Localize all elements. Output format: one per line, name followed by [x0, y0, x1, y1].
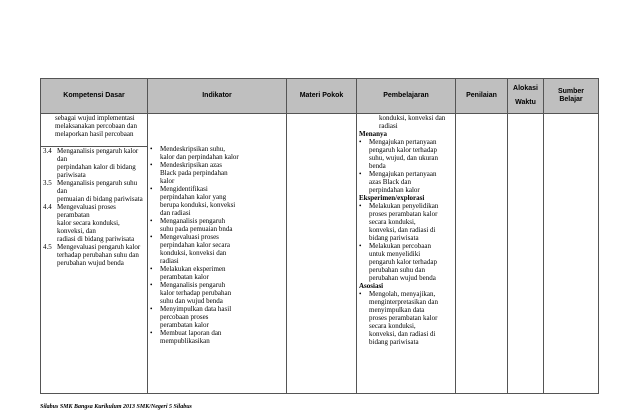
bullet-item	[150, 281, 284, 305]
bullet-text	[160, 233, 230, 265]
text-line: Mengevaluasi proses perambatan	[57, 203, 116, 219]
text-line: suhu, wujud, dan ukuran	[369, 154, 439, 162]
text-line: dan radiasi	[160, 209, 191, 217]
bullet-item	[150, 161, 284, 185]
bullet-icon: •	[359, 290, 362, 298]
text-line: menginterpretasikan dan	[369, 298, 439, 306]
kd-text	[57, 179, 145, 203]
text-line: secara konduksi,	[369, 322, 416, 330]
text-line: Mendeskripsikan suhu,	[160, 145, 225, 153]
bullet-item	[359, 290, 453, 346]
text-line: melaporkan hasil percobaan	[55, 130, 134, 138]
kd-list	[43, 147, 145, 267]
kd-number: 4.4	[43, 203, 52, 211]
text-line: terhadap perubahan suhu dan	[57, 251, 139, 259]
indikator-list	[150, 145, 284, 345]
text-line: proses perambatan kalor	[369, 314, 438, 322]
kd-continuation-text	[43, 114, 145, 138]
kd-text	[57, 147, 145, 179]
text-line: sebagai wujud implementasi	[55, 114, 135, 122]
bullet-text	[160, 185, 235, 217]
bullet-item	[150, 265, 284, 281]
text-line: konveksi, dan radiasi di	[369, 226, 436, 234]
bullet-item	[359, 170, 453, 194]
text-line: pariwisata	[57, 171, 86, 179]
penilaian-cell	[456, 114, 508, 394]
text-line: perubahan suhu dan	[369, 266, 425, 274]
text-line: suhu pada pemuaian bnda	[160, 225, 233, 233]
text-line: pengaruh kalor terhadap	[369, 258, 438, 266]
alokasi-cell	[508, 114, 544, 394]
text-line: Menganalisis pengaruh	[160, 217, 226, 225]
text-line: perubahan wujud benda	[57, 259, 124, 267]
header-penilaian: Penilaian	[456, 79, 508, 114]
pembelajaran-continuation	[359, 114, 453, 130]
bullet-icon: •	[359, 242, 362, 250]
header-row	[41, 79, 599, 114]
syllabus-table	[40, 78, 599, 394]
text-line: perpindahan kalor yang	[160, 193, 227, 201]
kd-item	[43, 243, 145, 267]
text-line: Mengolah, menyajikan,	[369, 290, 436, 298]
kd-item	[43, 179, 145, 203]
bullet-text	[160, 217, 233, 233]
text-line: melaksanakan percobaan dan	[55, 122, 138, 130]
text-line: berupa konduksi, konveksi	[160, 201, 236, 209]
bullet-item	[150, 329, 284, 345]
text-line: kalor secara konduksi, konveksi, dan	[57, 219, 120, 235]
text-line: Black pada perpindahan	[160, 169, 228, 177]
text-line: perpindahan kalor secara	[160, 241, 230, 249]
text-line: suhu dan wujud benda	[160, 297, 223, 305]
sumber-cell	[544, 114, 599, 394]
kd-items-cell	[41, 147, 148, 394]
text-line: menyimpulkan data	[369, 306, 425, 314]
text-line: Mengidentifikasi	[160, 185, 208, 193]
text-line: Mengevaluasi proses	[160, 233, 219, 241]
kd-item	[43, 147, 145, 179]
indikator-cell	[148, 114, 287, 394]
kd-number: 3.5	[43, 179, 52, 187]
text-line: perubahan wujud benda	[369, 274, 436, 282]
bullet-item	[150, 145, 284, 161]
text-line: mempublikasikan	[160, 337, 210, 345]
text-line: pemuaian di bidang pariwisata	[57, 195, 143, 203]
page-footer: Silabus SMK Bangsa Kurikulum 2013 SMK/Negeri 5 Silabus	[40, 404, 192, 410]
bullet-item	[359, 242, 453, 282]
bullet-item	[150, 233, 284, 265]
header-indikator: Indikator	[148, 79, 287, 114]
text-line: kalor dan perpindahan kalor	[160, 153, 239, 161]
header-sumber-belajar: Sumber Belajar	[544, 79, 599, 114]
text-line: kalor	[160, 177, 175, 185]
text-line: perambatan kalor	[160, 321, 209, 329]
kd-continuation-cell	[41, 114, 148, 147]
text-line: konveksi, dan radiasi di	[369, 330, 436, 338]
text-line: Mengevaluasi pengaruh kalor	[57, 243, 141, 251]
text-line: Mengajukan pertanyaan	[369, 138, 437, 146]
bullet-icon: •	[359, 138, 362, 146]
bullet-icon: •	[359, 170, 362, 178]
text-line: Melakukan eksperimen	[160, 265, 226, 273]
bullet-text	[160, 281, 231, 305]
text-line: proses perambatan kalor	[369, 210, 438, 218]
text-line: Melakukan penyelidikan	[369, 202, 439, 210]
pembelajaran-section-title: Menanya	[359, 130, 387, 138]
bullet-icon: •	[150, 329, 153, 337]
bullet-text	[160, 145, 239, 161]
bullet-text	[160, 305, 231, 329]
bullet-icon: •	[359, 202, 362, 210]
text-line: percobaan proses	[160, 313, 209, 321]
pembelajaran-section-list	[359, 290, 453, 346]
text-line: secara konduksi,	[369, 218, 416, 226]
text-line: perambatan kalor	[160, 273, 209, 281]
bullet-text	[160, 161, 228, 185]
bullet-text	[369, 138, 438, 170]
text-line: Membuat laporan dan	[160, 329, 222, 337]
materi-cell	[287, 114, 357, 394]
bullet-icon: •	[150, 185, 153, 193]
bullet-item	[359, 138, 453, 170]
text-line: konduksi, konveksi dan	[160, 249, 227, 257]
pembelajaran-section-title: Asosiasi	[359, 282, 384, 290]
text-line: untuk menyelidiki	[369, 250, 421, 258]
bullet-icon: •	[150, 145, 153, 153]
pembelajaran-section-list	[359, 138, 453, 194]
table-row-continuation	[41, 114, 599, 147]
bullet-text	[369, 170, 436, 194]
text-line: Menganalisis pengaruh suhu dan	[57, 179, 138, 195]
pembelajaran-section-title: Eksperimen/explorasi	[359, 194, 425, 202]
kd-number: 3.4	[43, 147, 52, 155]
text-line: konduksi, konveksi dan	[379, 114, 446, 122]
bullet-item	[150, 305, 284, 329]
bullet-text	[369, 242, 437, 282]
bullet-icon: •	[150, 233, 153, 241]
text-line: pengaruh kalor terhadap	[369, 146, 438, 154]
text-line: radiasi	[160, 257, 179, 265]
bullet-icon: •	[150, 265, 153, 273]
text-line: Melakukan percobaan	[369, 242, 431, 250]
bullet-text	[160, 265, 226, 281]
pembelajaran-cell	[357, 114, 456, 394]
header-pembelajaran: Pembelajaran	[357, 79, 456, 114]
pembelajaran-sections	[359, 130, 453, 346]
text-line: benda	[369, 162, 386, 170]
text-line: bidang pariwisata	[369, 338, 419, 346]
bullet-text	[369, 290, 438, 346]
text-line: radiasi	[379, 122, 398, 130]
kd-text	[57, 203, 145, 243]
text-line: Mendeskripsikan azas	[160, 161, 223, 169]
text-line: Menganalisis pengaruh	[160, 281, 226, 289]
header-kompetensi-dasar: Kompetensi Dasar	[41, 79, 148, 114]
kd-text	[57, 243, 140, 267]
bullet-item	[150, 185, 284, 217]
text-line: Mengajukan pertanyaan	[369, 170, 437, 178]
bullet-text	[369, 202, 438, 242]
bullet-icon: •	[150, 281, 153, 289]
text-line: radiasi di bidang pariwisata	[57, 235, 135, 243]
bullet-icon: •	[150, 217, 153, 225]
header-materi-pokok: Materi Pokok	[287, 79, 357, 114]
kd-item	[43, 203, 145, 243]
bullet-icon: •	[150, 161, 153, 169]
bullet-item	[359, 202, 453, 242]
header-alokasi-waktu: Alokasi Waktu	[508, 79, 544, 114]
text-line: bidang pariwisata	[369, 234, 419, 242]
text-line: Menganalisis pengaruh kalor dan	[57, 147, 139, 163]
text-line: Menyimpulkan data hasil	[160, 305, 232, 313]
text-line: perpindahan kalor	[369, 186, 420, 194]
text-line: kalor terhadap perubahan	[160, 289, 232, 297]
bullet-item	[150, 217, 284, 233]
text-line: azas Black dan	[369, 178, 411, 186]
text-line: perpindahan kalor di bidang	[57, 163, 136, 171]
pembelajaran-section-list	[359, 202, 453, 282]
bullet-icon: •	[150, 305, 153, 313]
bullet-text	[160, 329, 221, 345]
kd-number: 4.5	[43, 243, 52, 251]
